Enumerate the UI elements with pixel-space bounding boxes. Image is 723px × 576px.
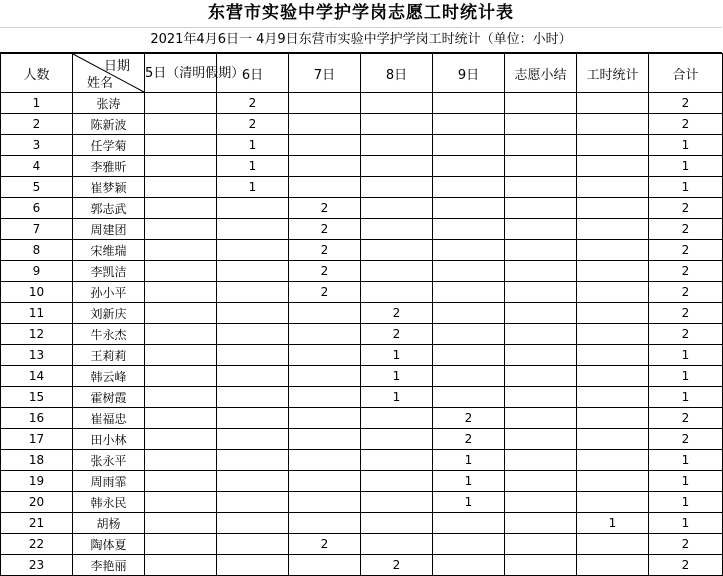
day-7-cell[interactable] xyxy=(289,408,361,429)
day-6-cell[interactable]: 1 xyxy=(217,135,289,156)
day-9-cell[interactable] xyxy=(433,555,505,576)
header-summary[interactable]: 志愿小结 xyxy=(505,54,577,93)
total-cell[interactable]: 2 xyxy=(649,324,723,345)
name-cell[interactable]: 崔福忠 xyxy=(73,408,145,429)
summary-cell[interactable] xyxy=(505,219,577,240)
day-5-cell[interactable] xyxy=(145,240,217,261)
day-6-cell[interactable] xyxy=(217,387,289,408)
day-5-cell[interactable] xyxy=(145,324,217,345)
summary-cell[interactable] xyxy=(505,366,577,387)
row-number-cell[interactable]: 3 xyxy=(1,135,73,156)
row-number-cell[interactable]: 10 xyxy=(1,282,73,303)
total-cell[interactable]: 2 xyxy=(649,429,723,450)
total-cell[interactable]: 1 xyxy=(649,177,723,198)
summary-cell[interactable] xyxy=(505,156,577,177)
day-8-cell[interactable] xyxy=(361,471,433,492)
row-number-cell[interactable]: 13 xyxy=(1,345,73,366)
day-5-cell[interactable] xyxy=(145,114,217,135)
day-9-cell[interactable]: 2 xyxy=(433,429,505,450)
name-cell[interactable]: 霍树霞 xyxy=(73,387,145,408)
table-row xyxy=(1,198,723,219)
table-row xyxy=(1,387,723,408)
table-row xyxy=(1,156,723,177)
day-7-cell[interactable] xyxy=(289,513,361,534)
summary-cell[interactable] xyxy=(505,261,577,282)
row-number-cell[interactable]: 12 xyxy=(1,324,73,345)
row-number-cell[interactable]: 11 xyxy=(1,303,73,324)
day-7-cell[interactable] xyxy=(289,177,361,198)
day-8-cell[interactable]: 1 xyxy=(361,387,433,408)
header-day-5[interactable]: 5日（清明假期） xyxy=(145,54,217,93)
day-9-cell[interactable]: 2 xyxy=(433,408,505,429)
day-7-cell[interactable] xyxy=(289,429,361,450)
day-8-cell[interactable]: 2 xyxy=(361,303,433,324)
total-cell[interactable]: 2 xyxy=(649,198,723,219)
hours-cell[interactable] xyxy=(577,492,649,513)
table-row xyxy=(1,135,723,156)
table-row xyxy=(1,240,723,261)
total-cell[interactable]: 2 xyxy=(649,282,723,303)
name-cell[interactable]: 孙小平 xyxy=(73,282,145,303)
summary-cell[interactable] xyxy=(505,387,577,408)
row-number-cell[interactable]: 14 xyxy=(1,366,73,387)
day-9-cell[interactable] xyxy=(433,303,505,324)
table-row xyxy=(1,93,723,114)
day-8-cell[interactable] xyxy=(361,513,433,534)
summary-cell[interactable] xyxy=(505,93,577,114)
hours-cell[interactable] xyxy=(577,177,649,198)
hours-cell[interactable] xyxy=(577,282,649,303)
total-cell[interactable]: 1 xyxy=(649,513,723,534)
total-cell[interactable]: 2 xyxy=(649,534,723,555)
day-5-cell[interactable] xyxy=(145,450,217,471)
day-9-cell[interactable] xyxy=(433,240,505,261)
day-8-cell[interactable]: 2 xyxy=(361,555,433,576)
day-7-cell[interactable] xyxy=(289,450,361,471)
table-row xyxy=(1,555,723,576)
summary-cell[interactable] xyxy=(505,240,577,261)
day-9-cell[interactable]: 1 xyxy=(433,471,505,492)
day-6-cell[interactable] xyxy=(217,303,289,324)
day-5-cell[interactable] xyxy=(145,303,217,324)
day-9-cell[interactable] xyxy=(433,177,505,198)
day-5-cell[interactable] xyxy=(145,471,217,492)
day-9-cell[interactable] xyxy=(433,219,505,240)
name-cell[interactable]: 李艳丽 xyxy=(73,555,145,576)
total-cell[interactable]: 1 xyxy=(649,345,723,366)
day-6-cell[interactable] xyxy=(217,492,289,513)
total-cell[interactable]: 2 xyxy=(649,114,723,135)
hours-cell[interactable] xyxy=(577,534,649,555)
day-6-cell[interactable] xyxy=(217,513,289,534)
hours-cell[interactable] xyxy=(577,345,649,366)
day-7-cell[interactable] xyxy=(289,492,361,513)
header-row xyxy=(1,54,723,93)
day-9-cell[interactable] xyxy=(433,387,505,408)
summary-cell[interactable] xyxy=(505,408,577,429)
day-6-cell[interactable] xyxy=(217,345,289,366)
day-7-cell[interactable] xyxy=(289,387,361,408)
header-person-count[interactable]: 人数 xyxy=(1,54,73,93)
total-cell[interactable]: 2 xyxy=(649,261,723,282)
name-cell[interactable]: 张永平 xyxy=(73,450,145,471)
summary-cell[interactable] xyxy=(505,513,577,534)
summary-cell[interactable] xyxy=(505,114,577,135)
day-5-cell[interactable] xyxy=(145,261,217,282)
hours-cell[interactable] xyxy=(577,429,649,450)
name-cell[interactable]: 郭志武 xyxy=(73,198,145,219)
day-6-cell[interactable] xyxy=(217,240,289,261)
table-row xyxy=(1,261,723,282)
header-total[interactable]: 合计 xyxy=(649,54,723,93)
total-cell[interactable]: 2 xyxy=(649,408,723,429)
day-9-cell[interactable] xyxy=(433,261,505,282)
table-row xyxy=(1,324,723,345)
day-8-cell[interactable] xyxy=(361,198,433,219)
total-cell[interactable]: 2 xyxy=(649,555,723,576)
day-8-cell[interactable] xyxy=(361,534,433,555)
name-cell[interactable]: 胡杨 xyxy=(73,513,145,534)
day-9-cell[interactable] xyxy=(433,345,505,366)
summary-cell[interactable] xyxy=(505,345,577,366)
day-5-cell[interactable] xyxy=(145,366,217,387)
day-5-cell[interactable] xyxy=(145,345,217,366)
day-5-cell[interactable] xyxy=(145,282,217,303)
header-day-9[interactable]: 9日 xyxy=(433,54,505,93)
row-number-cell[interactable]: 23 xyxy=(1,555,73,576)
total-cell[interactable]: 1 xyxy=(649,366,723,387)
header-date-label: 日期 xyxy=(103,59,130,74)
day-8-cell[interactable]: 1 xyxy=(361,366,433,387)
row-number-cell[interactable]: 19 xyxy=(1,471,73,492)
row-number-cell[interactable]: 17 xyxy=(1,429,73,450)
day-7-cell[interactable] xyxy=(289,555,361,576)
day-5-cell[interactable] xyxy=(145,93,217,114)
hours-cell[interactable] xyxy=(577,450,649,471)
day-6-cell[interactable]: 1 xyxy=(217,156,289,177)
table-row xyxy=(1,408,723,429)
day-9-cell[interactable] xyxy=(433,114,505,135)
day-5-cell[interactable] xyxy=(145,387,217,408)
day-5-cell[interactable] xyxy=(145,156,217,177)
day-5-cell[interactable] xyxy=(145,429,217,450)
header-day-7[interactable]: 7日 xyxy=(289,54,361,93)
row-number-cell[interactable]: 8 xyxy=(1,240,73,261)
day-7-cell[interactable]: 2 xyxy=(289,198,361,219)
summary-cell[interactable] xyxy=(505,303,577,324)
name-cell[interactable]: 刘新庆 xyxy=(73,303,145,324)
header-date-name[interactable] xyxy=(73,54,145,93)
day-7-cell[interactable]: 2 xyxy=(289,534,361,555)
table-row xyxy=(1,219,723,240)
day-9-cell[interactable]: 1 xyxy=(433,492,505,513)
row-number-cell[interactable]: 22 xyxy=(1,534,73,555)
hours-cell[interactable] xyxy=(577,555,649,576)
day-6-cell[interactable] xyxy=(217,534,289,555)
day-9-cell[interactable] xyxy=(433,198,505,219)
day-9-cell[interactable]: 1 xyxy=(433,450,505,471)
day-6-cell[interactable]: 2 xyxy=(217,93,289,114)
day-7-cell[interactable] xyxy=(289,303,361,324)
day-9-cell[interactable] xyxy=(433,513,505,534)
hours-cell[interactable] xyxy=(577,324,649,345)
day-5-cell[interactable] xyxy=(145,135,217,156)
hours-cell[interactable] xyxy=(577,387,649,408)
day-7-cell[interactable] xyxy=(289,345,361,366)
hours-cell[interactable] xyxy=(577,114,649,135)
name-cell[interactable]: 周雨霏 xyxy=(73,471,145,492)
total-cell[interactable]: 1 xyxy=(649,387,723,408)
row-number-cell[interactable]: 5 xyxy=(1,177,73,198)
row-number-cell[interactable]: 16 xyxy=(1,408,73,429)
summary-cell[interactable] xyxy=(505,534,577,555)
table-row xyxy=(1,513,723,534)
day-5-cell[interactable] xyxy=(145,408,217,429)
hours-cell[interactable] xyxy=(577,366,649,387)
header-name-label: 姓名 xyxy=(87,76,114,91)
day-6-cell[interactable] xyxy=(217,282,289,303)
day-7-cell[interactable] xyxy=(289,324,361,345)
row-number-cell[interactable]: 15 xyxy=(1,387,73,408)
table-row xyxy=(1,114,723,135)
day-9-cell[interactable] xyxy=(433,282,505,303)
day-6-cell[interactable]: 1 xyxy=(217,177,289,198)
sheet-title: 东营市实验中学护学岗志愿工时统计表 xyxy=(0,0,722,28)
name-cell[interactable]: 牛永杰 xyxy=(73,324,145,345)
summary-cell[interactable] xyxy=(505,450,577,471)
total-cell[interactable]: 2 xyxy=(649,219,723,240)
day-7-cell[interactable]: 2 xyxy=(289,219,361,240)
summary-cell[interactable] xyxy=(505,198,577,219)
name-cell[interactable]: 任学菊 xyxy=(73,135,145,156)
day-8-cell[interactable] xyxy=(361,429,433,450)
day-8-cell[interactable] xyxy=(361,177,433,198)
table-row xyxy=(1,366,723,387)
header-hours[interactable]: 工时统计 xyxy=(577,54,649,93)
table-row xyxy=(1,450,723,471)
hours-cell[interactable] xyxy=(577,93,649,114)
sheet-subtitle: 2021年4月6日一 4月9日东营市实验中学护学岗工时统计（单位：小时） xyxy=(0,28,722,53)
total-cell[interactable]: 1 xyxy=(649,156,723,177)
day-9-cell[interactable] xyxy=(433,135,505,156)
day-5-cell[interactable] xyxy=(145,513,217,534)
summary-cell[interactable] xyxy=(505,324,577,345)
day-7-cell[interactable]: 2 xyxy=(289,240,361,261)
day-7-cell[interactable]: 2 xyxy=(289,261,361,282)
day-5-cell[interactable] xyxy=(145,555,217,576)
day-7-cell[interactable] xyxy=(289,156,361,177)
day-9-cell[interactable] xyxy=(433,156,505,177)
table-row xyxy=(1,345,723,366)
name-cell[interactable]: 崔梦颖 xyxy=(73,177,145,198)
day-9-cell[interactable] xyxy=(433,324,505,345)
day-8-cell[interactable] xyxy=(361,135,433,156)
day-6-cell[interactable] xyxy=(217,408,289,429)
day-6-cell[interactable] xyxy=(217,471,289,492)
day-6-cell[interactable] xyxy=(217,555,289,576)
name-cell[interactable]: 宋维瑞 xyxy=(73,240,145,261)
row-number-cell[interactable]: 2 xyxy=(1,114,73,135)
day-7-cell[interactable] xyxy=(289,114,361,135)
day-8-cell[interactable] xyxy=(361,114,433,135)
header-day-8[interactable]: 8日 xyxy=(361,54,433,93)
day-8-cell[interactable] xyxy=(361,408,433,429)
day-8-cell[interactable] xyxy=(361,282,433,303)
summary-cell[interactable] xyxy=(505,471,577,492)
day-8-cell[interactable] xyxy=(361,219,433,240)
day-8-cell[interactable] xyxy=(361,450,433,471)
table-row xyxy=(1,282,723,303)
summary-cell[interactable] xyxy=(505,492,577,513)
day-7-cell[interactable] xyxy=(289,93,361,114)
table-row xyxy=(1,303,723,324)
hours-table xyxy=(0,53,723,576)
day-7-cell[interactable] xyxy=(289,366,361,387)
hours-cell[interactable]: 1 xyxy=(577,513,649,534)
row-number-cell[interactable]: 21 xyxy=(1,513,73,534)
total-cell[interactable]: 1 xyxy=(649,471,723,492)
day-5-cell[interactable] xyxy=(145,198,217,219)
table-body xyxy=(1,93,723,576)
row-number-cell[interactable]: 9 xyxy=(1,261,73,282)
name-cell[interactable]: 李雅昕 xyxy=(73,156,145,177)
name-cell[interactable]: 韩永民 xyxy=(73,492,145,513)
day-6-cell[interactable] xyxy=(217,198,289,219)
summary-cell[interactable] xyxy=(505,555,577,576)
name-cell[interactable]: 韩云峰 xyxy=(73,366,145,387)
hours-cell[interactable] xyxy=(577,219,649,240)
day-7-cell[interactable] xyxy=(289,471,361,492)
hours-cell[interactable] xyxy=(577,240,649,261)
row-number-cell[interactable]: 7 xyxy=(1,219,73,240)
total-cell[interactable]: 1 xyxy=(649,450,723,471)
day-9-cell[interactable] xyxy=(433,534,505,555)
day-5-cell[interactable] xyxy=(145,534,217,555)
table-row xyxy=(1,429,723,450)
day-7-cell[interactable]: 2 xyxy=(289,282,361,303)
table-row xyxy=(1,492,723,513)
total-cell[interactable]: 1 xyxy=(649,492,723,513)
hours-cell[interactable] xyxy=(577,198,649,219)
name-cell[interactable]: 周建团 xyxy=(73,219,145,240)
total-cell[interactable]: 1 xyxy=(649,135,723,156)
hours-cell[interactable] xyxy=(577,303,649,324)
name-cell[interactable]: 张涛 xyxy=(73,93,145,114)
name-cell[interactable]: 田小林 xyxy=(73,429,145,450)
day-9-cell[interactable] xyxy=(433,93,505,114)
day-8-cell[interactable] xyxy=(361,492,433,513)
total-cell[interactable]: 2 xyxy=(649,240,723,261)
summary-cell[interactable] xyxy=(505,135,577,156)
day-6-cell[interactable] xyxy=(217,429,289,450)
summary-cell[interactable] xyxy=(505,177,577,198)
table-row xyxy=(1,534,723,555)
header-day-6[interactable]: 6日 xyxy=(217,54,289,93)
row-number-cell[interactable]: 20 xyxy=(1,492,73,513)
day-9-cell[interactable] xyxy=(433,366,505,387)
day-8-cell[interactable] xyxy=(361,156,433,177)
day-6-cell[interactable]: 2 xyxy=(217,114,289,135)
day-5-cell[interactable] xyxy=(145,177,217,198)
table-row xyxy=(1,471,723,492)
row-number-cell[interactable]: 4 xyxy=(1,156,73,177)
name-cell[interactable]: 李凯洁 xyxy=(73,261,145,282)
hours-cell[interactable] xyxy=(577,471,649,492)
name-cell[interactable]: 王莉莉 xyxy=(73,345,145,366)
total-cell[interactable]: 2 xyxy=(649,303,723,324)
hours-cell[interactable] xyxy=(577,156,649,177)
day-8-cell[interactable]: 1 xyxy=(361,345,433,366)
day-6-cell[interactable] xyxy=(217,261,289,282)
day-8-cell[interactable] xyxy=(361,240,433,261)
day-5-cell[interactable] xyxy=(145,219,217,240)
hours-cell[interactable] xyxy=(577,261,649,282)
table-row xyxy=(1,177,723,198)
summary-cell[interactable] xyxy=(505,429,577,450)
row-number-cell[interactable]: 18 xyxy=(1,450,73,471)
day-6-cell[interactable] xyxy=(217,450,289,471)
name-cell[interactable]: 陶体夏 xyxy=(73,534,145,555)
total-cell[interactable]: 2 xyxy=(649,93,723,114)
day-6-cell[interactable] xyxy=(217,366,289,387)
hours-cell[interactable] xyxy=(577,135,649,156)
name-cell[interactable]: 陈新波 xyxy=(73,114,145,135)
day-5-cell[interactable] xyxy=(145,492,217,513)
day-8-cell[interactable] xyxy=(361,93,433,114)
day-8-cell[interactable] xyxy=(361,261,433,282)
day-6-cell[interactable] xyxy=(217,324,289,345)
row-number-cell[interactable]: 6 xyxy=(1,198,73,219)
day-7-cell[interactable] xyxy=(289,135,361,156)
hours-cell[interactable] xyxy=(577,408,649,429)
day-6-cell[interactable] xyxy=(217,219,289,240)
row-number-cell[interactable]: 1 xyxy=(1,93,73,114)
summary-cell[interactable] xyxy=(505,282,577,303)
day-8-cell[interactable]: 2 xyxy=(361,324,433,345)
